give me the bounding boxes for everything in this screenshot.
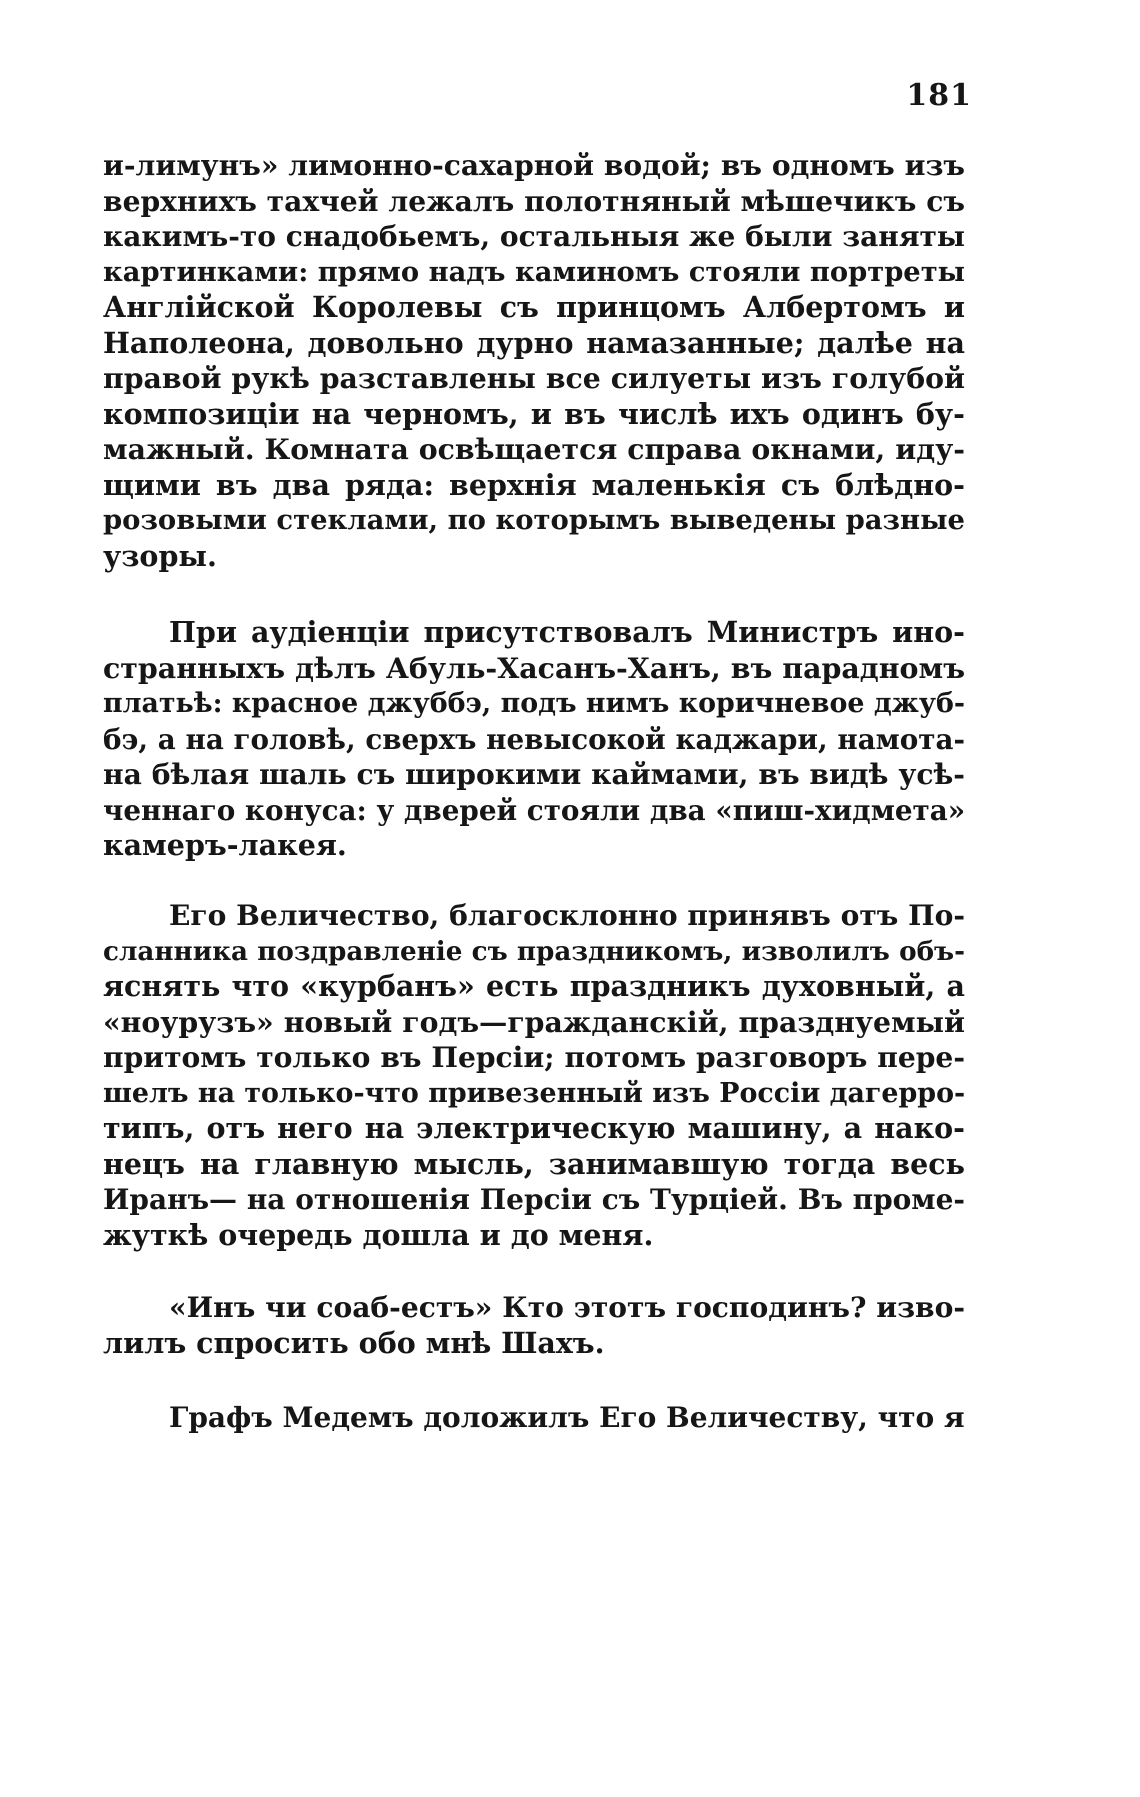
text-line: притомъ только въ Персіи; потомъ разговоръ пере- xyxy=(103,1041,965,1074)
text-line: розовыми стеклами, по которымъ выведены разные xyxy=(103,504,965,536)
text-line: «Инъ чи соаб-естъ» Кто этотъ господинъ? изво- xyxy=(169,1291,965,1324)
text-line: и-лимунъ» лимонно-сахарной водой; въ одномъ изъ xyxy=(103,149,965,182)
text-line: ченнаго конуса: у дверей стояли два «пиш-хидмета» xyxy=(103,793,966,827)
text-line: платьѣ: красное джуббэ, подъ нимъ коричневое джуб- xyxy=(103,688,965,719)
text-line: лилъ спросить обо мнѣ Шахъ. xyxy=(103,1325,605,1360)
paragraph-1 xyxy=(103,148,965,574)
text-line: камеръ-лакея. xyxy=(103,828,347,862)
text-line: сланника поздравленіе съ праздникомъ, изволилъ объ- xyxy=(103,935,965,967)
text-line: бэ, а на головѣ, сверхъ невысокой каджари, намота- xyxy=(103,722,965,756)
text-line: яснять что «курбанъ» есть праздникъ духовный, а xyxy=(103,969,965,1003)
text-line: нецъ на главную мысль, занимавшую тогда весь xyxy=(103,1146,965,1181)
text-line: щими въ два ряда: верхнія маленькія съ блѣдно- xyxy=(103,467,965,502)
text-line: Его Величество, благосклонно принявъ отъ По- xyxy=(169,899,965,932)
text-line: Иранъ— на отношенія Персіи съ Турціей. Въ проме- xyxy=(103,1183,965,1216)
text-line: шелъ на только-что привезенный изъ Россіи дагерро- xyxy=(103,1077,966,1109)
text-line: Графъ Медемъ доложилъ Его Величеству, что я xyxy=(169,1401,965,1434)
text-line: Наполеона, довольно дурно намазанные; далѣе на xyxy=(103,325,965,360)
text-line: странныхъ дѣлъ Абуль-Хасанъ-Ханъ, въ парадномъ xyxy=(103,650,965,685)
text-line: мажный. Комната освѣщается справа окнами, иду- xyxy=(103,432,965,466)
text-line: жуткѣ очередь дошла и до меня. xyxy=(103,1217,654,1252)
text-line: «ноурузъ» новый годъ—гражданскій, празднуемый xyxy=(103,1004,965,1039)
paragraph-5 xyxy=(103,1400,965,1436)
paragraph-3 xyxy=(103,898,965,1253)
text-line: композиціи на черномъ, и въ числѣ ихъ одинъ бу- xyxy=(103,396,965,431)
text-line: на бѣлая шаль съ широкими каймами, въ видѣ усѣ- xyxy=(103,758,965,791)
paragraph-4 xyxy=(103,1290,965,1361)
text-line: верхнихъ тахчей лежалъ полотняный мѣшечикъ съ xyxy=(103,184,965,218)
text-line: правой рукѣ разставлены все силуеты изъ голубой xyxy=(103,361,965,395)
text-line: типъ, отъ него на электрическую машину, а нако- xyxy=(103,1111,965,1145)
paragraph-2 xyxy=(103,615,965,864)
page-number: 181 xyxy=(906,78,972,113)
text-line: узоры. xyxy=(103,538,217,573)
text-line: Англійской Королевы съ принцомъ Албертомъ и xyxy=(103,290,965,324)
text-line: картинками: прямо надъ каминомъ стояли портреты xyxy=(103,255,966,288)
text-line: При аудіенціи присутствовалъ Министръ ино- xyxy=(169,615,965,649)
text-line: какимъ-то снадобьемъ, остальныя же были заняты xyxy=(103,220,965,253)
